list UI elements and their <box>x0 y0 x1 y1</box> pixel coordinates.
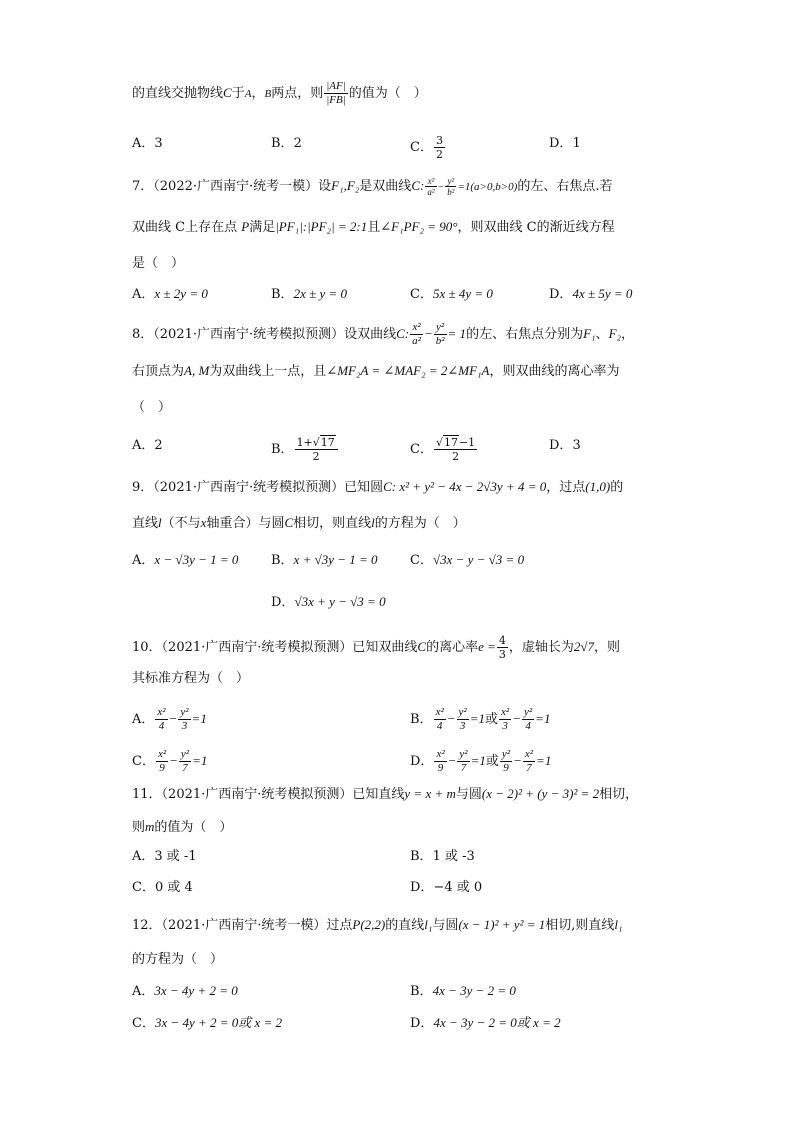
fraction-den: 3 <box>181 720 188 732</box>
q8-stem-line2 <box>132 361 620 382</box>
fraction-num: y² <box>445 176 456 187</box>
q9-point: (1,0) <box>585 479 611 494</box>
q10-option-a[interactable]: A． $\frac{\text{x²}}{4}$ − $\frac{\text{y²}}{3}$ =1 <box>132 706 207 732</box>
option-value: 2 <box>293 136 302 151</box>
q8-text: 的左、右焦点分别为 <box>466 327 584 342</box>
q11-line-equation: y = x + m <box>404 786 456 801</box>
q10-text: 10．（2021·广西南宁·统考模拟预测）已知双曲线 <box>132 640 418 655</box>
fraction-num: 4 <box>498 634 506 647</box>
option-value: 0 或 4 <box>154 880 193 895</box>
q12-var-l1: l₁ <box>424 917 433 932</box>
option-label: D． <box>549 287 573 302</box>
fraction-num: x² <box>410 321 423 335</box>
option-fraction <box>434 706 446 733</box>
q8-text: 为双曲线上一点，且 <box>209 364 327 379</box>
q10-or: 或 <box>485 712 499 727</box>
option-value: 1 <box>572 136 581 151</box>
q12-option-d[interactable] <box>410 1013 561 1034</box>
q11-option-b[interactable] <box>410 847 475 867</box>
q10-text: ，则 <box>594 640 621 655</box>
option-value: 3 <box>154 136 163 151</box>
q6-ratio-den: |FB| <box>326 94 346 106</box>
q7-option-c[interactable] <box>410 284 493 305</box>
option-value: x ± 2y = 0 <box>154 286 208 301</box>
q9-stem-line1 <box>132 477 623 498</box>
q10-or: 或 <box>485 754 499 769</box>
q7-condition: |PF₁|:|PF₂| = 2:1 <box>275 219 368 234</box>
option-label: A． <box>132 136 155 151</box>
option-label: C． <box>410 140 433 155</box>
q12-text: 与圆 <box>432 918 459 933</box>
q11-text: 的值为（ ） <box>154 820 233 835</box>
q11-stem-line2 <box>132 817 232 838</box>
q12-option-a[interactable] <box>132 981 238 1002</box>
q9-stem-line2 <box>132 513 466 534</box>
q11-text: 则 <box>132 820 146 835</box>
q9-text: ，过点 <box>546 480 586 495</box>
q8-text: ， <box>621 327 635 342</box>
fraction-num: y² <box>434 321 447 335</box>
q7-stem-line2 <box>132 217 615 238</box>
fraction-num: y² <box>501 748 511 760</box>
option-value: 3 <box>572 438 581 453</box>
fraction-num: x² <box>524 748 534 760</box>
fraction-den: 2 <box>312 450 320 463</box>
fraction-num: x² <box>157 748 167 760</box>
q8-text: （ ） <box>132 400 172 415</box>
q9-option-a[interactable] <box>132 550 238 571</box>
option-value: 3x − 4y + 2 = 0 <box>154 983 238 998</box>
option-value: 4x ± 5y = 0 <box>572 286 633 301</box>
fraction-num: 3 <box>435 134 443 147</box>
q7-fraction-y <box>445 176 456 197</box>
option-value: 1 或 -3 <box>432 849 475 864</box>
option-value: −4 或 0 <box>433 880 483 895</box>
fraction-den: a² <box>412 335 421 347</box>
option-fraction <box>522 706 534 733</box>
q6-option-d[interactable] <box>549 134 581 154</box>
q9-var-l: l <box>371 515 375 530</box>
option-fraction: $\frac{1+√17}{2}$ <box>295 436 338 463</box>
option-label: D． <box>410 880 434 895</box>
q8-text: 8．（2021·广西南宁·统考模拟预测）设双曲线 <box>132 327 397 342</box>
fraction-den: 9 <box>437 762 444 774</box>
q6-stem <box>132 80 427 107</box>
fraction-den: 7 <box>526 762 532 774</box>
option-label: A． <box>132 984 155 999</box>
option-label: C． <box>132 1016 155 1031</box>
option-label: B． <box>271 136 294 151</box>
fraction-den: 3 <box>502 720 508 732</box>
fraction-den: 7 <box>182 762 188 774</box>
q9-var-l: l <box>158 515 162 530</box>
option-fraction <box>457 706 469 733</box>
q10-axis-length: 2√7 <box>573 639 595 654</box>
q7-stem-line1: 7．（2022·广西南宁·统考一模）设F₁,F₂是双曲线C: $\frac{\text{x²}}{\text{a²}}$ − $\frac{\text{y²}}{\text{b²}}$ =1(a>0,b>0)的左、右焦点.若 <box>132 176 613 197</box>
option-label: A． <box>132 712 155 727</box>
option-label: A． <box>132 849 155 864</box>
option-value: 4x − 3y − 2 = 0 <box>432 983 516 998</box>
q8-vars: A, M <box>184 363 210 378</box>
q9-circle-equation: C: x² + y² − 4x − 2√3y + 4 = 0 <box>383 479 547 494</box>
q9-text: 相切，则直线 <box>293 516 372 531</box>
option-fraction <box>523 748 535 775</box>
fraction-num: y² <box>458 706 467 718</box>
option-label: A． <box>132 287 155 302</box>
q6-var-a: A <box>244 88 252 100</box>
q8-angle: ∠MF₂A = ∠MAF₂ = 2∠MF₁A <box>326 363 490 378</box>
fraction-num: 1+ <box>296 436 313 449</box>
sqrt-radicand: 17 <box>443 436 458 449</box>
option-fraction: $\frac{√17-1}{2}$ <box>435 436 476 463</box>
q7-angle: ∠F₁PF₂ = 90° <box>380 219 458 234</box>
q10-eccentricity-label: e = <box>478 639 496 654</box>
fraction-den: 4 <box>436 720 443 732</box>
option-label: C． <box>410 553 433 568</box>
option-label: B． <box>271 553 294 568</box>
q9-option-d[interactable] <box>271 592 386 613</box>
q7-text: 双曲线 <box>132 220 172 235</box>
q8-var-f2: F₂ <box>608 326 622 341</box>
q7-stem-line3 <box>132 254 184 274</box>
q9-option-c[interactable] <box>410 550 524 571</box>
option-label: B． <box>410 984 433 999</box>
q9-text: （不与 <box>161 516 201 531</box>
option-label: D． <box>549 136 573 151</box>
option-value: x − √3y − 1 = 0 <box>154 552 239 567</box>
fraction-num: x² <box>425 176 436 187</box>
q12-point: P(2,2) <box>352 917 386 932</box>
q7-text: C的渐近线方程 <box>526 220 615 235</box>
option-label: D． <box>549 438 573 453</box>
q7-option-b[interactable] <box>271 284 347 305</box>
q11-stem-line1 <box>132 784 638 805</box>
fraction-num: y² <box>180 748 190 760</box>
q6-text: 的值为（ ） <box>348 86 427 101</box>
q12-option-c[interactable] <box>132 1013 282 1034</box>
q7-option-d[interactable] <box>549 284 632 305</box>
option-label: A． <box>132 553 155 568</box>
fraction-num: x² <box>435 706 444 718</box>
option-fraction <box>156 748 168 775</box>
option-value: 4x − 3y − 2 = 0或 x = 2 <box>433 1015 561 1030</box>
q8-var-f1: F₁ <box>583 326 596 341</box>
option-label: A． <box>132 438 155 453</box>
q10-option-d[interactable]: D． $\frac{\text{x²}}{9}$ − $\frac{\text{y²}}{7}$ =1或 $\frac{\text{y²}}{9}$ − $\frac{\text{x²}}{7}$ =1 <box>410 748 552 774</box>
option-label: B． <box>271 442 294 457</box>
q11-text: 11．（2021·广西南宁·统考模拟预测）已知直线 <box>132 787 405 802</box>
option-fraction <box>155 706 167 733</box>
option-fraction <box>179 748 191 775</box>
q11-text: 与圆 <box>455 787 482 802</box>
q6-text: 于 <box>231 86 245 101</box>
q7-equation-tail: =1(a>0,b>0) <box>457 181 518 193</box>
q12-option-b[interactable] <box>410 981 516 1002</box>
q8-option-b[interactable] <box>271 436 339 463</box>
q11-circle-equation: (x − 2)² + (y − 3)² = 2 <box>481 786 600 801</box>
fraction-num: y² <box>459 748 468 760</box>
q6-text: 的直线交抛物线 <box>132 86 224 101</box>
fraction-den: 2 <box>435 148 443 161</box>
fraction-den: b² <box>435 335 445 347</box>
option-value: √3x + y − √3 = 0 <box>294 594 386 609</box>
q8-stem-line1: 8．（2021·广西南宁·统考模拟预测）设双曲线C: $\frac{\text{x²}}{\text{a²}}$ − $\frac{\text{y²}}{\text{b²}}$ = 1的左、右焦点分别为F₁、F₂， <box>132 321 635 347</box>
option-value: 3x − 4y + 2 = 0或 x = 2 <box>154 1015 283 1030</box>
q10-stem-line2 <box>132 669 249 689</box>
fraction-num: x² <box>501 706 510 718</box>
option-label: D． <box>410 754 434 769</box>
q12-text: 的方程为（ ） <box>132 952 224 967</box>
option-label: C． <box>410 442 433 457</box>
q9-var-c: C <box>284 515 294 530</box>
q7-text: 满足 <box>249 220 276 235</box>
q6-ratio-fraction <box>324 80 348 107</box>
option-label: C． <box>132 880 155 895</box>
q9-var-x: x <box>200 515 207 530</box>
q7-fraction-x <box>425 176 436 197</box>
q6-var-b: B <box>264 88 272 100</box>
sqrt-radicand: 17 <box>320 436 335 449</box>
fraction-num: x² <box>436 748 445 760</box>
q10-option-c[interactable]: C． $\frac{\text{x²}}{9}$ − $\frac{\text{y²}}{7}$ =1 <box>132 748 208 774</box>
q7-text: 7．（2022·广西南宁·统考一模）设 <box>132 179 332 194</box>
q7-foci: F₁,F₂ <box>331 178 360 193</box>
q6-option-b[interactable] <box>271 134 302 154</box>
q8-curve: C: <box>396 326 410 341</box>
q9-text: 的 <box>610 480 624 495</box>
q6-option-c[interactable] <box>410 134 446 161</box>
q7-text: C上存在点 <box>175 220 238 235</box>
q12-circle-equation: (x − 1)² + y² = 1 <box>458 917 546 932</box>
q11-option-c[interactable] <box>132 878 193 898</box>
option-label: B． <box>271 287 294 302</box>
q12-text: 的直线 <box>385 918 425 933</box>
q7-text: 是双曲线 <box>359 179 412 194</box>
q7-var-p: P <box>241 219 250 234</box>
fraction-den: 3 <box>459 720 466 732</box>
fraction-num: x² <box>157 706 166 718</box>
option-fraction <box>178 706 190 733</box>
q9-text: 直线 <box>132 516 159 531</box>
option-fraction <box>434 748 446 775</box>
option-value: x + √3y − 1 = 0 <box>293 552 378 567</box>
q11-option-d[interactable] <box>410 878 482 898</box>
q12-text: 12．（2021·广西南宁·统考一模）过点 <box>132 918 353 933</box>
q8-option-a[interactable] <box>132 436 163 456</box>
q11-option-a[interactable] <box>132 847 197 867</box>
fraction-num: y² <box>180 706 189 718</box>
q10-option-b[interactable]: B． $\frac{\text{x²}}{4}$ − $\frac{\text{y²}}{3}$ =1或 $\frac{\text{x²}}{3}$ − $\frac{\text{y²}}{4}$ =1 <box>410 706 551 732</box>
option-value: √3x − y − √3 = 0 <box>432 552 525 567</box>
fraction-den: 4 <box>158 720 165 732</box>
option-fraction <box>434 134 445 161</box>
q10-stem-line1 <box>132 634 620 661</box>
q12-text: 相切,则直线 <box>545 918 615 933</box>
q6-text: 两点，则 <box>271 86 324 101</box>
fraction-den: 3 <box>498 648 506 661</box>
q8-text: 右顶点为 <box>132 364 185 379</box>
fraction-den: a² <box>427 187 435 197</box>
q10-text: 其标准方程为（ ） <box>132 671 250 686</box>
q6-option-a[interactable] <box>132 134 163 154</box>
fraction-num: y² <box>523 706 533 718</box>
option-value: 5x ± 4y = 0 <box>432 286 493 301</box>
q10-text: ，虚轴长为 <box>508 640 574 655</box>
q11-text: 相切， <box>599 787 639 802</box>
q9-option-b[interactable] <box>271 550 378 571</box>
q10-var-c: C <box>417 639 427 654</box>
option-fraction <box>500 748 512 775</box>
fraction-den: 7 <box>460 762 467 774</box>
q7-text: 且 <box>367 220 381 235</box>
fraction-den: 2 <box>452 450 460 463</box>
q7-option-a[interactable] <box>132 284 208 305</box>
q7-text: 的左、右焦点.若 <box>517 179 613 194</box>
q8-fraction-y <box>434 321 447 348</box>
option-label: D． <box>410 1016 434 1031</box>
q10-eccentricity-fraction <box>497 634 508 661</box>
q7-curve: C: <box>411 178 425 193</box>
q12-stem-line2 <box>132 950 223 970</box>
option-label: B． <box>410 849 433 864</box>
q6-ratio-num: |AF| <box>326 80 346 92</box>
q6-var-c: C <box>223 85 232 100</box>
fraction-den: 4 <box>525 720 531 732</box>
q9-text: 轴重合）与圆 <box>206 516 285 531</box>
q10-text: 的离心率 <box>426 640 479 655</box>
q11-var-m: m <box>145 819 155 834</box>
q7-text: ，则双曲线 <box>457 220 523 235</box>
q9-text: 9．（2021·广西南宁·统考模拟预测）已知圆 <box>132 480 384 495</box>
q8-option-c[interactable] <box>410 436 478 463</box>
option-value: 3 或 -1 <box>154 849 197 864</box>
q12-stem-line1 <box>132 915 623 936</box>
fraction-num: −1 <box>458 436 476 449</box>
q8-fraction-x <box>410 321 423 348</box>
option-fraction <box>457 748 469 775</box>
fraction-den: b² <box>447 187 455 197</box>
q8-text: 、 <box>595 327 609 342</box>
option-label: B． <box>410 712 433 727</box>
option-label: D． <box>271 595 295 610</box>
option-value: 2 <box>154 438 163 453</box>
q12-var-l1: l₁ <box>614 917 623 932</box>
option-label: C． <box>410 287 433 302</box>
q7-text: 是（ ） <box>132 256 185 271</box>
option-fraction <box>499 706 511 733</box>
q8-equation-tail: = 1 <box>447 326 467 341</box>
option-label: C． <box>132 754 155 769</box>
q8-option-d[interactable] <box>549 436 581 456</box>
q6-text: ， <box>251 86 265 101</box>
q9-text: 的方程为（ ） <box>374 516 466 531</box>
q8-text: ，则双曲线的离心率为 <box>489 364 620 379</box>
fraction-den: 9 <box>159 762 165 774</box>
q8-stem-line3 <box>132 398 171 418</box>
option-value: 2x ± y = 0 <box>293 286 348 301</box>
fraction-den: 9 <box>503 762 509 774</box>
